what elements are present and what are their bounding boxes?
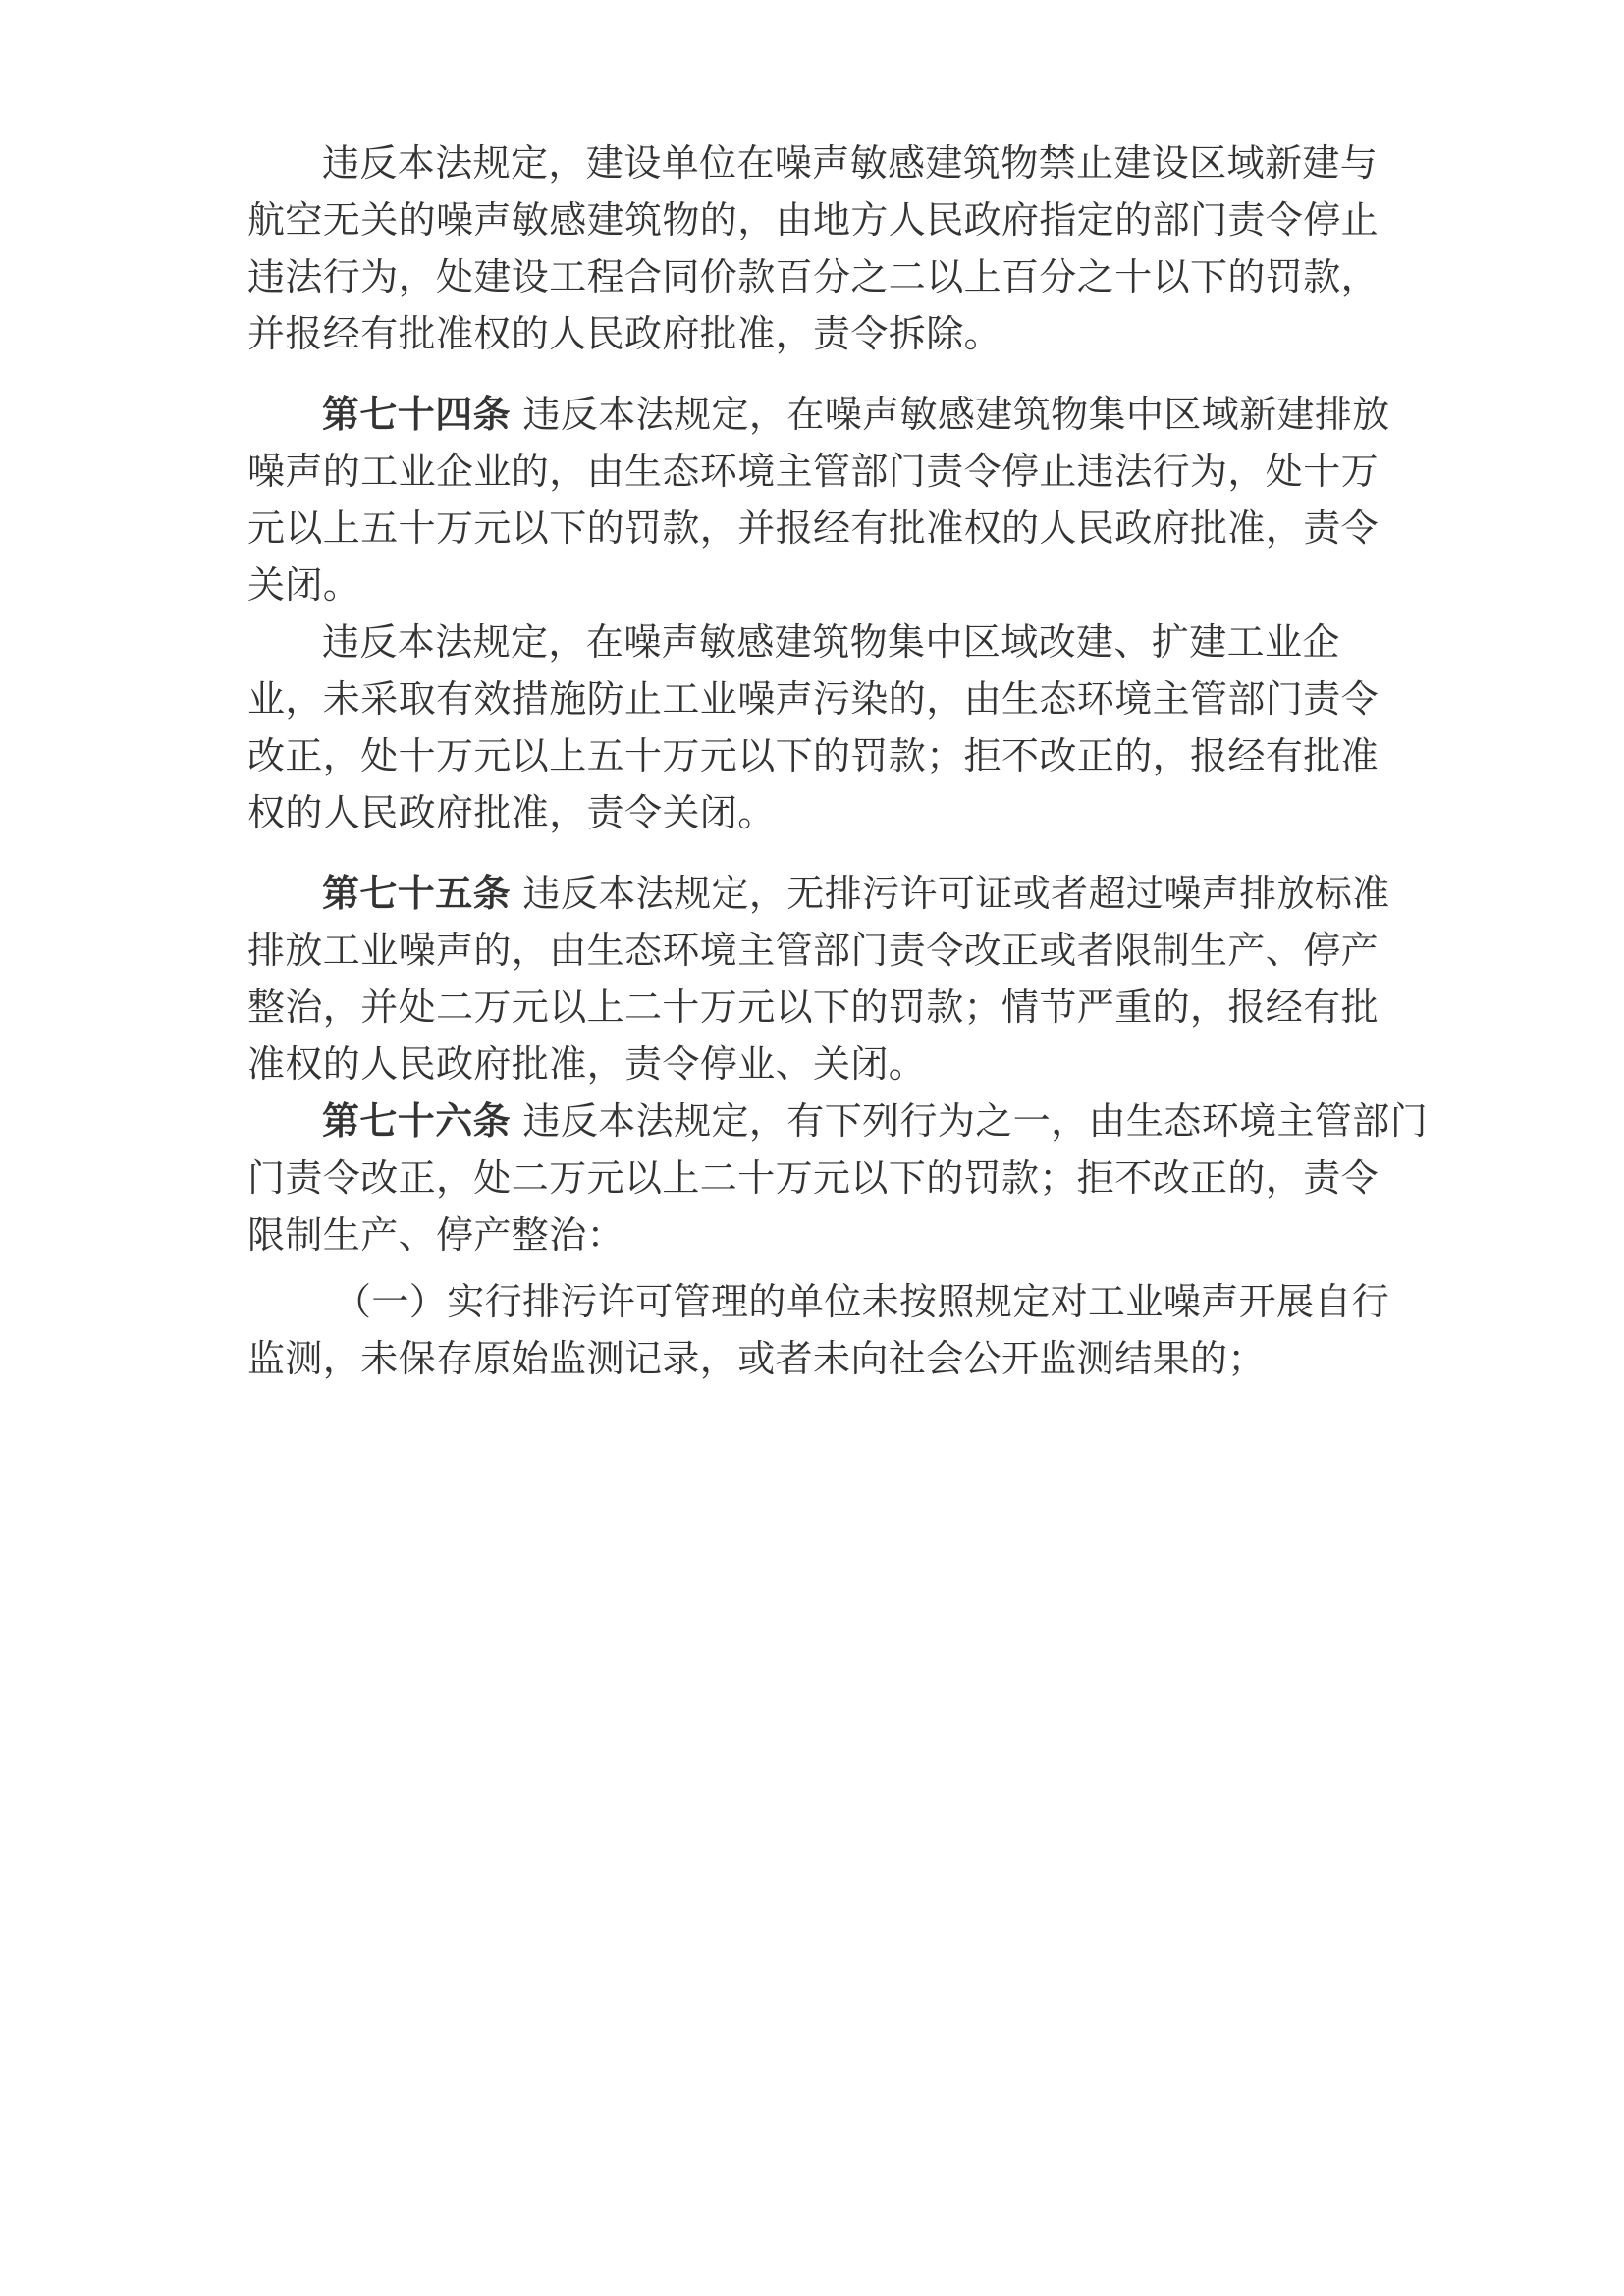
article-text: 违反本法规定，无排污许可证或者超过噪声排放标准: [522, 872, 1390, 915]
paragraph-line: 权的人民政府批准，责令关闭。: [247, 791, 776, 834]
paragraph-line: 并报经有批准权的人民政府批准，责令拆除。: [247, 312, 1002, 355]
paragraph-line: 整治，并处二万元以上二十万元以下的罚款；情节严重的，报经有批: [247, 986, 1380, 1029]
list-item-line: （一）实行排污许可管理的单位未按照规定对工业噪声开展自行: [334, 1280, 1390, 1323]
paragraph-line: 元以上五十万元以下的罚款，并报经有批准权的人民政府批准，责令: [247, 507, 1380, 550]
article-first-line: [322, 391, 1390, 438]
paragraph-line: 排放工业噪声的，由生态环境主管部门责令改正或者限制生产、停产: [247, 929, 1380, 972]
paragraph-line: 业，未采取有效措施防止工业噪声污染的，由生态环境主管部门责令: [247, 677, 1380, 721]
paragraph-line: 违反本法规定，建设单位在噪声敏感建筑物禁止建设区域新建与: [322, 141, 1379, 185]
article-first-line: [322, 870, 1390, 917]
paragraph-line: 监测，未保存原始监测记录，或者未向社会公开监测结果的；: [247, 1337, 1266, 1380]
paragraph-line: 限制生产、停产整治：: [247, 1213, 625, 1256]
paragraph-line: 违反本法规定，在噪声敏感建筑物集中区域改建、扩建工业企: [322, 620, 1340, 664]
article-first-line: [322, 1097, 1428, 1145]
article-text: 违反本法规定，有下列行为之一，由生态环境主管部门: [522, 1099, 1429, 1143]
article-number: 第七十五条: [322, 872, 512, 915]
paragraph-line: 噪声的工业企业的，由生态环境主管部门责令停止违法行为，处十万: [247, 450, 1380, 493]
article-number: 第七十四条: [322, 393, 512, 436]
paragraph-line: 准权的人民政府批准，责令停业、关闭。: [247, 1042, 927, 1086]
paragraph-line: 关闭。: [247, 563, 361, 607]
paragraph-line: 门责令改正，处二万元以上二十万元以下的罚款；拒不改正的，责令: [247, 1156, 1380, 1200]
paragraph-line: 改正，处十万元以上五十万元以下的罚款；拒不改正的，报经有批准: [247, 734, 1380, 777]
article-number: 第七十六条: [322, 1099, 512, 1143]
paragraph-line: 航空无关的噪声敏感建筑物的，由地方人民政府指定的部门责令停止: [247, 198, 1380, 241]
article-text: 违反本法规定，在噪声敏感建筑物集中区域新建排放: [522, 393, 1390, 436]
paragraph-line: 违法行为，处建设工程合同价款百分之二以上百分之十以下的罚款，: [247, 255, 1380, 298]
